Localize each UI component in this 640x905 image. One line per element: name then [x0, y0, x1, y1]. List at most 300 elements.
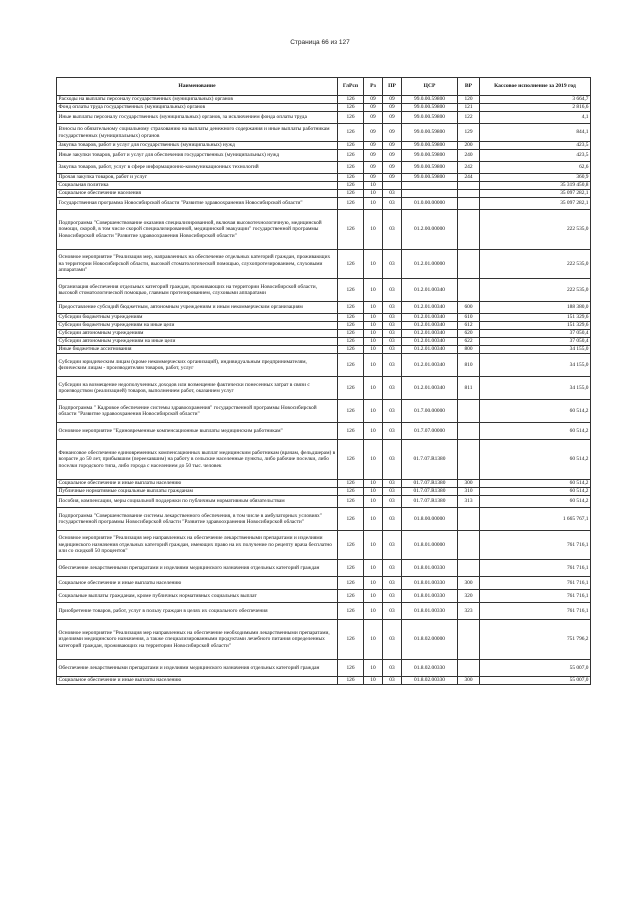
row-rz: 10 — [364, 190, 383, 198]
row-grs: 126 — [338, 377, 364, 400]
row-rz: 10 — [364, 488, 383, 496]
row-vr — [458, 400, 480, 423]
row-vr: 810 — [458, 354, 480, 377]
row-pr: 03 — [383, 677, 402, 685]
row-pr: 09 — [383, 162, 402, 174]
header-pr: ПР — [383, 78, 402, 96]
row-sum: 761 716,1 — [480, 560, 591, 577]
row-name: Обеспечение лекарственными препаратами и изделиями медицинского назначения отдельных категорий граждан — [57, 660, 338, 677]
row-rz: 09 — [364, 162, 383, 174]
row-rz: 10 — [364, 590, 383, 603]
row-vr — [458, 190, 480, 198]
row-name: Социальные выплаты гражданам, кроме публичных нормативных социальных выплат — [57, 590, 338, 603]
header-rz: Рз — [364, 78, 383, 96]
row-grs: 126 — [338, 250, 364, 279]
row-vr: 811 — [458, 377, 480, 400]
row-pr: 03 — [383, 423, 402, 440]
row-csr: 01.8.00.00000 — [402, 508, 458, 531]
row-sum: 60 514,2 — [480, 423, 591, 440]
row-csr: 01.8.01.00330 — [402, 560, 458, 577]
row-csr: 99.0.00.59800 — [402, 162, 458, 174]
row-name: Закупка товаров, работ, услуг в сфере информационно-коммуникационных технологий — [57, 162, 338, 174]
table-row — [57, 531, 591, 560]
row-sum: 3 664,7 — [480, 96, 591, 104]
row-sum: 60 514,2 — [480, 480, 591, 488]
row-rz: 10 — [364, 531, 383, 560]
row-csr: 01.2.01.00340 — [402, 330, 458, 338]
header-sum: Кассовое исполнение за 2019 год — [480, 78, 591, 96]
row-pr: 03 — [383, 560, 402, 577]
row-vr: 622 — [458, 338, 480, 346]
row-pr: 09 — [383, 174, 402, 182]
row-name: Приобретение товаров, работ, услуг в пользу граждан в целях их социального обеспечения — [57, 603, 338, 620]
row-pr: 03 — [383, 354, 402, 377]
table-row — [57, 210, 591, 250]
header-vr: ВР — [458, 78, 480, 96]
row-vr — [458, 440, 480, 480]
row-csr: 01.2.01.00000 — [402, 250, 458, 279]
row-sum: 60 514,2 — [480, 440, 591, 480]
row-csr: 99.0.00.59800 — [402, 112, 458, 124]
row-sum: 222 535,0 — [480, 279, 591, 302]
row-vr — [458, 182, 480, 190]
row-rz: 10 — [364, 603, 383, 620]
row-pr: 03 — [383, 377, 402, 400]
row-name: Субсидии на возмещение недополученных доходов или возмещение фактически понесенных затрат в связи с производством (реализацией) товаров, выполнением работ, оказанием услуг — [57, 377, 338, 400]
row-grs: 126 — [338, 112, 364, 124]
row-sum: 60 514,2 — [480, 400, 591, 423]
table-row — [57, 400, 591, 423]
row-csr: 01.0.00.00000 — [402, 198, 458, 210]
row-csr: 99.0.00.59800 — [402, 96, 458, 104]
row-name: Основное мероприятие "Реализация мер, направленных на обеспечение отдельных категорий граждан, проживающих на территории Новосибирской области, высокой стоматологической помощью, слухопротезированием, слуховыми аппаратами" — [57, 250, 338, 279]
table-row — [57, 330, 591, 338]
row-vr: 300 — [458, 677, 480, 685]
row-name: Социальное обеспечение и иные выплаты населению — [57, 480, 338, 488]
row-pr: 03 — [383, 531, 402, 560]
row-pr: 03 — [383, 440, 402, 480]
row-rz: 09 — [364, 104, 383, 112]
row-name: Подпрограмма "Совершенствование системы лекарственного обеспечения, в том числе в амбулаторных условиях" государственной программы Новосибирской области "Развитие здравоохранения Новосибирской области" — [57, 508, 338, 531]
table-row — [57, 150, 591, 162]
table-row — [57, 577, 591, 590]
row-rz: 10 — [364, 322, 383, 330]
row-vr: 120 — [458, 96, 480, 104]
row-sum: 37 050,4 — [480, 338, 591, 346]
row-grs: 126 — [338, 677, 364, 685]
table-header-row — [57, 78, 591, 96]
row-csr: 99.0.00.59800 — [402, 104, 458, 112]
row-rz: 10 — [364, 346, 383, 354]
row-csr: 01.2.00.00000 — [402, 210, 458, 250]
row-csr: 01.2.01.00340 — [402, 314, 458, 322]
row-grs: 126 — [338, 660, 364, 677]
row-csr: 01.8.02.00330 — [402, 660, 458, 677]
row-sum: 35 097 282,1 — [480, 198, 591, 210]
row-rz: 10 — [364, 480, 383, 488]
table-row — [57, 182, 591, 190]
row-grs: 126 — [338, 322, 364, 330]
row-vr: 121 — [458, 104, 480, 112]
row-name: Публичные нормативные социальные выплаты гражданам — [57, 488, 338, 496]
header-name: Наименование — [57, 78, 338, 96]
row-csr: 01.2.01.00340 — [402, 302, 458, 314]
row-sum: 60 514,2 — [480, 496, 591, 508]
row-grs: 126 — [338, 620, 364, 660]
row-vr — [458, 508, 480, 531]
row-rz: 09 — [364, 112, 383, 124]
row-rz: 10 — [364, 440, 383, 480]
row-sum: 34 155,0 — [480, 377, 591, 400]
table-row — [57, 346, 591, 354]
row-vr: 240 — [458, 150, 480, 162]
table-row — [57, 302, 591, 314]
row-csr: 01.8.02.00000 — [402, 620, 458, 660]
row-name: Иные бюджетные ассигнования — [57, 346, 338, 354]
row-sum: 761 716,1 — [480, 531, 591, 560]
row-pr: 09 — [383, 124, 402, 142]
row-vr: 610 — [458, 314, 480, 322]
row-rz: 10 — [364, 279, 383, 302]
row-grs: 126 — [338, 279, 364, 302]
row-rz: 10 — [364, 400, 383, 423]
row-name: Социальное обеспечение и иные выплаты населению — [57, 677, 338, 685]
row-grs: 126 — [338, 182, 364, 190]
row-vr — [458, 560, 480, 577]
row-grs: 126 — [338, 302, 364, 314]
table-row — [57, 314, 591, 322]
row-name: Иные выплаты персоналу государственных (муниципальных) органов, за исключением фонда оплаты труда — [57, 112, 338, 124]
table-row — [57, 677, 591, 685]
row-pr: 03 — [383, 508, 402, 531]
row-vr: 300 — [458, 480, 480, 488]
table-row — [57, 338, 591, 346]
row-name: Расходы на выплаты персоналу государственных (муниципальных) органов — [57, 96, 338, 104]
row-vr: 620 — [458, 330, 480, 338]
row-csr: 99.0.00.59800 — [402, 150, 458, 162]
row-grs: 126 — [338, 210, 364, 250]
row-grs: 126 — [338, 496, 364, 508]
row-grs: 126 — [338, 590, 364, 603]
row-sum: 55 007,0 — [480, 677, 591, 685]
row-name: Субсидии юридическим лицам (кроме некоммерческих организаций), индивидуальным предпринимателям, физическим лицам - производителям товаров, работ, услуг — [57, 354, 338, 377]
table-row — [57, 198, 591, 210]
row-pr: 09 — [383, 150, 402, 162]
row-csr: 01.2.01.00340 — [402, 322, 458, 330]
row-sum: 423,5 — [480, 142, 591, 150]
row-csr: 01.8.01.00330 — [402, 590, 458, 603]
row-rz: 10 — [364, 620, 383, 660]
row-rz: 10 — [364, 314, 383, 322]
row-rz: 09 — [364, 174, 383, 182]
row-pr: 03 — [383, 590, 402, 603]
row-rz: 10 — [364, 338, 383, 346]
row-pr: 03 — [383, 620, 402, 660]
row-sum: 222 535,0 — [480, 250, 591, 279]
row-vr: 244 — [458, 174, 480, 182]
row-rz: 10 — [364, 423, 383, 440]
row-rz: 10 — [364, 496, 383, 508]
row-pr: 03 — [383, 314, 402, 322]
table-row — [57, 560, 591, 577]
row-name: Пособия, компенсации, меры социальной поддержки по публичным нормативным обязательствам — [57, 496, 338, 508]
row-name: Организация обеспечения отдельных категорий граждан, проживающих на территории Новосибирской области, высокой стоматологической помощью, главным протезированием, слуховыми аппаратами — [57, 279, 338, 302]
row-vr — [458, 531, 480, 560]
row-rz: 10 — [364, 354, 383, 377]
row-csr: 01.7.07.R1380 — [402, 440, 458, 480]
row-rz: 10 — [364, 677, 383, 685]
table-body — [57, 96, 591, 685]
row-csr: 01.8.01.00330 — [402, 577, 458, 590]
row-grs: 126 — [338, 104, 364, 112]
row-pr: 09 — [383, 112, 402, 124]
row-name: Иные закупки товаров, работ и услуг для обеспечения государственных (муниципальных) нужд — [57, 150, 338, 162]
row-grs: 126 — [338, 560, 364, 577]
row-grs: 126 — [338, 531, 364, 560]
row-rz: 09 — [364, 150, 383, 162]
table-row — [57, 590, 591, 603]
row-csr: 01.8.01.00000 — [402, 531, 458, 560]
row-vr — [458, 250, 480, 279]
row-name: Закупка товаров, работ и услуг для государственных (муниципальных) нужд — [57, 142, 338, 150]
table-row — [57, 488, 591, 496]
row-pr: 03 — [383, 480, 402, 488]
row-pr: 03 — [383, 660, 402, 677]
row-sum: 2 816,6 — [480, 104, 591, 112]
row-name: Социальная политика — [57, 182, 338, 190]
row-pr: 03 — [383, 400, 402, 423]
table-row — [57, 96, 591, 104]
row-vr: 200 — [458, 142, 480, 150]
row-vr — [458, 423, 480, 440]
row-sum: 222 535,0 — [480, 210, 591, 250]
row-name: Основное мероприятие "Единовременные компенсационные выплаты медицинским работникам" — [57, 423, 338, 440]
row-grs: 126 — [338, 142, 364, 150]
row-sum: 37 050,4 — [480, 330, 591, 338]
row-sum: 35 097 282,1 — [480, 190, 591, 198]
table-row — [57, 322, 591, 330]
table-row — [57, 480, 591, 488]
table-row — [57, 104, 591, 112]
table-row — [57, 354, 591, 377]
table-row — [57, 190, 591, 198]
row-rz: 10 — [364, 302, 383, 314]
table-row — [57, 162, 591, 174]
row-name: Прочая закупка товаров, работ и услуг — [57, 174, 338, 182]
row-pr — [383, 182, 402, 190]
table-row — [57, 423, 591, 440]
table-row — [57, 660, 591, 677]
row-csr: 01.7.00.00000 — [402, 400, 458, 423]
row-pr: 03 — [383, 302, 402, 314]
row-vr — [458, 660, 480, 677]
row-pr: 03 — [383, 322, 402, 330]
row-vr: 242 — [458, 162, 480, 174]
row-vr — [458, 279, 480, 302]
row-vr: 800 — [458, 346, 480, 354]
row-grs: 126 — [338, 577, 364, 590]
table-row — [57, 142, 591, 150]
row-rz: 10 — [364, 250, 383, 279]
row-pr: 03 — [383, 496, 402, 508]
row-pr: 09 — [383, 104, 402, 112]
row-name: Основное мероприятие "Реализация мер направленных на обеспечение лекарственными препаратами и изделиями медицинского назначения отдельных категорий граждан, имеющих право на их получение по рецепту врача бесплатно или со скидкой 50 процентов" — [57, 531, 338, 560]
row-pr: 09 — [383, 96, 402, 104]
row-vr: 600 — [458, 302, 480, 314]
row-rz: 10 — [364, 577, 383, 590]
row-sum: 188 380,0 — [480, 302, 591, 314]
table-row — [57, 603, 591, 620]
table-row — [57, 508, 591, 531]
row-grs: 126 — [338, 338, 364, 346]
table-row — [57, 174, 591, 182]
row-sum: 35 319 450,8 — [480, 182, 591, 190]
row-rz: 10 — [364, 330, 383, 338]
row-name: Государственная программа Новосибирской области "Развитие здравоохранения Новосибирской области" — [57, 198, 338, 210]
row-sum: 761 716,1 — [480, 590, 591, 603]
row-vr: 300 — [458, 577, 480, 590]
row-sum: 34 155,0 — [480, 346, 591, 354]
table-row — [57, 112, 591, 124]
row-sum: 423,5 — [480, 150, 591, 162]
row-sum: 55 007,0 — [480, 660, 591, 677]
row-grs: 126 — [338, 190, 364, 198]
row-grs: 126 — [338, 150, 364, 162]
row-pr: 03 — [383, 346, 402, 354]
row-rz: 10 — [364, 198, 383, 210]
row-vr: 310 — [458, 488, 480, 496]
row-rz: 10 — [364, 377, 383, 400]
row-csr — [402, 182, 458, 190]
row-rz: 09 — [364, 124, 383, 142]
table-row — [57, 496, 591, 508]
row-sum: 844,1 — [480, 124, 591, 142]
row-grs: 126 — [338, 603, 364, 620]
row-grs: 126 — [338, 330, 364, 338]
row-vr: 612 — [458, 322, 480, 330]
row-pr: 03 — [383, 210, 402, 250]
row-name: Субсидии автономным учреждениям — [57, 330, 338, 338]
row-name: Финансовое обеспечение единовременных компенсационных выплат медицинским работникам (врачам, фельдшерам) в возрасте до 50 лет, прибывшим (переехавшим) на работу в сельские населенные пункты, либо рабочие поселки, либо поселки городского типа, либо города с населением до 50 тыс. человек — [57, 440, 338, 480]
row-grs: 126 — [338, 162, 364, 174]
row-csr — [402, 190, 458, 198]
row-pr: 03 — [383, 330, 402, 338]
row-sum: 151 329,6 — [480, 314, 591, 322]
row-grs: 126 — [338, 440, 364, 480]
row-sum: 761 716,1 — [480, 577, 591, 590]
row-pr: 03 — [383, 198, 402, 210]
row-sum: 34 155,0 — [480, 354, 591, 377]
row-rz: 10 — [364, 560, 383, 577]
row-vr: 323 — [458, 603, 480, 620]
row-csr: 01.8.01.00330 — [402, 603, 458, 620]
row-sum: 1 665 767,1 — [480, 508, 591, 531]
row-name: Социальное обеспечение и иные выплаты населению — [57, 577, 338, 590]
row-sum: 751 796,2 — [480, 620, 591, 660]
row-vr — [458, 210, 480, 250]
row-grs: 126 — [338, 96, 364, 104]
row-grs: 126 — [338, 124, 364, 142]
row-grs: 126 — [338, 480, 364, 488]
table-row — [57, 377, 591, 400]
row-csr: 01.2.01.00340 — [402, 338, 458, 346]
row-pr: 09 — [383, 142, 402, 150]
row-pr: 03 — [383, 250, 402, 279]
table-row — [57, 279, 591, 302]
row-rz: 09 — [364, 142, 383, 150]
row-csr: 99.0.00.59800 — [402, 142, 458, 150]
header-csr: ЦСР — [402, 78, 458, 96]
row-csr: 01.7.07.R1380 — [402, 480, 458, 488]
row-name: Субсидии бюджетным учреждениям — [57, 314, 338, 322]
table-row — [57, 440, 591, 480]
row-sum: 360,9 — [480, 174, 591, 182]
row-vr — [458, 198, 480, 210]
row-csr: 01.8.02.00330 — [402, 677, 458, 685]
row-csr: 99.0.00.59800 — [402, 124, 458, 142]
table-header — [57, 78, 591, 96]
row-name: Подпрограмма " Кадровое обеспечение системы здравоохранения" государственной программы Новосибирской области "Развитие здравоохранения Новосибирской области" — [57, 400, 338, 423]
row-sum: 761 716,1 — [480, 603, 591, 620]
row-csr: 01.2.01.00340 — [402, 279, 458, 302]
row-name: Основное мероприятие "Реализация мер направленных на обеспечение необходимыми лекарственными препаратами, изделиями медицинского назначения, а также специализированными продуктами лечебного питания определенных категорий граждан, проживающих на территории Новосибирской области" — [57, 620, 338, 660]
row-rz: 10 — [364, 508, 383, 531]
row-grs: 126 — [338, 174, 364, 182]
table-row — [57, 124, 591, 142]
page-header: Страница 66 из 127 — [290, 39, 350, 46]
row-csr: 99.0.00.59800 — [402, 174, 458, 182]
row-name: Субсидии автономным учреждениям на иные цели — [57, 338, 338, 346]
row-grs: 126 — [338, 423, 364, 440]
row-vr: 313 — [458, 496, 480, 508]
row-pr: 03 — [383, 577, 402, 590]
table-row — [57, 620, 591, 660]
row-csr: 01.2.01.00340 — [402, 346, 458, 354]
row-sum: 62,6 — [480, 162, 591, 174]
row-name: Взносы по обязательному социальному страхованию на выплаты денежного содержания и иные выплаты работникам государственных (муниципальных) органов — [57, 124, 338, 142]
row-grs: 126 — [338, 346, 364, 354]
row-csr: 01.7.07.R1380 — [402, 488, 458, 496]
row-pr: 03 — [383, 279, 402, 302]
row-vr: 122 — [458, 112, 480, 124]
row-grs: 126 — [338, 508, 364, 531]
row-vr — [458, 620, 480, 660]
row-rz: 10 — [364, 210, 383, 250]
row-csr: 01.7.07.R1380 — [402, 496, 458, 508]
row-name: Социальное обеспечение населения — [57, 190, 338, 198]
row-name: Обеспечение лекарственными препаратами и изделиями медицинского назначения отдельных категорий граждан — [57, 560, 338, 577]
row-pr: 03 — [383, 338, 402, 346]
budget-execution-table — [56, 77, 591, 685]
row-rz: 09 — [364, 96, 383, 104]
row-vr: 129 — [458, 124, 480, 142]
row-grs: 126 — [338, 354, 364, 377]
row-pr: 03 — [383, 190, 402, 198]
row-name: Предоставление субсидий бюджетным, автономным учреждениям и иным некоммерческим организациям — [57, 302, 338, 314]
row-grs: 126 — [338, 314, 364, 322]
row-pr: 03 — [383, 603, 402, 620]
row-grs: 126 — [338, 488, 364, 496]
row-vr: 320 — [458, 590, 480, 603]
row-grs: 126 — [338, 400, 364, 423]
row-pr: 03 — [383, 488, 402, 496]
row-rz: 10 — [364, 182, 383, 190]
table-row — [57, 250, 591, 279]
row-sum: 60 514,2 — [480, 488, 591, 496]
row-name: Субсидии бюджетным учреждениям на иные цели — [57, 322, 338, 330]
row-name: Подпрограмма "Совершенствование оказания специализированной, включая высокотехнологичную, медицинской помощи, скорой, в том числе скорой специализированной, медицинской эвакуации" государственной программы Новосибирской области "Развитие здравоохранения Новосибирской области" — [57, 210, 338, 250]
row-grs: 126 — [338, 198, 364, 210]
